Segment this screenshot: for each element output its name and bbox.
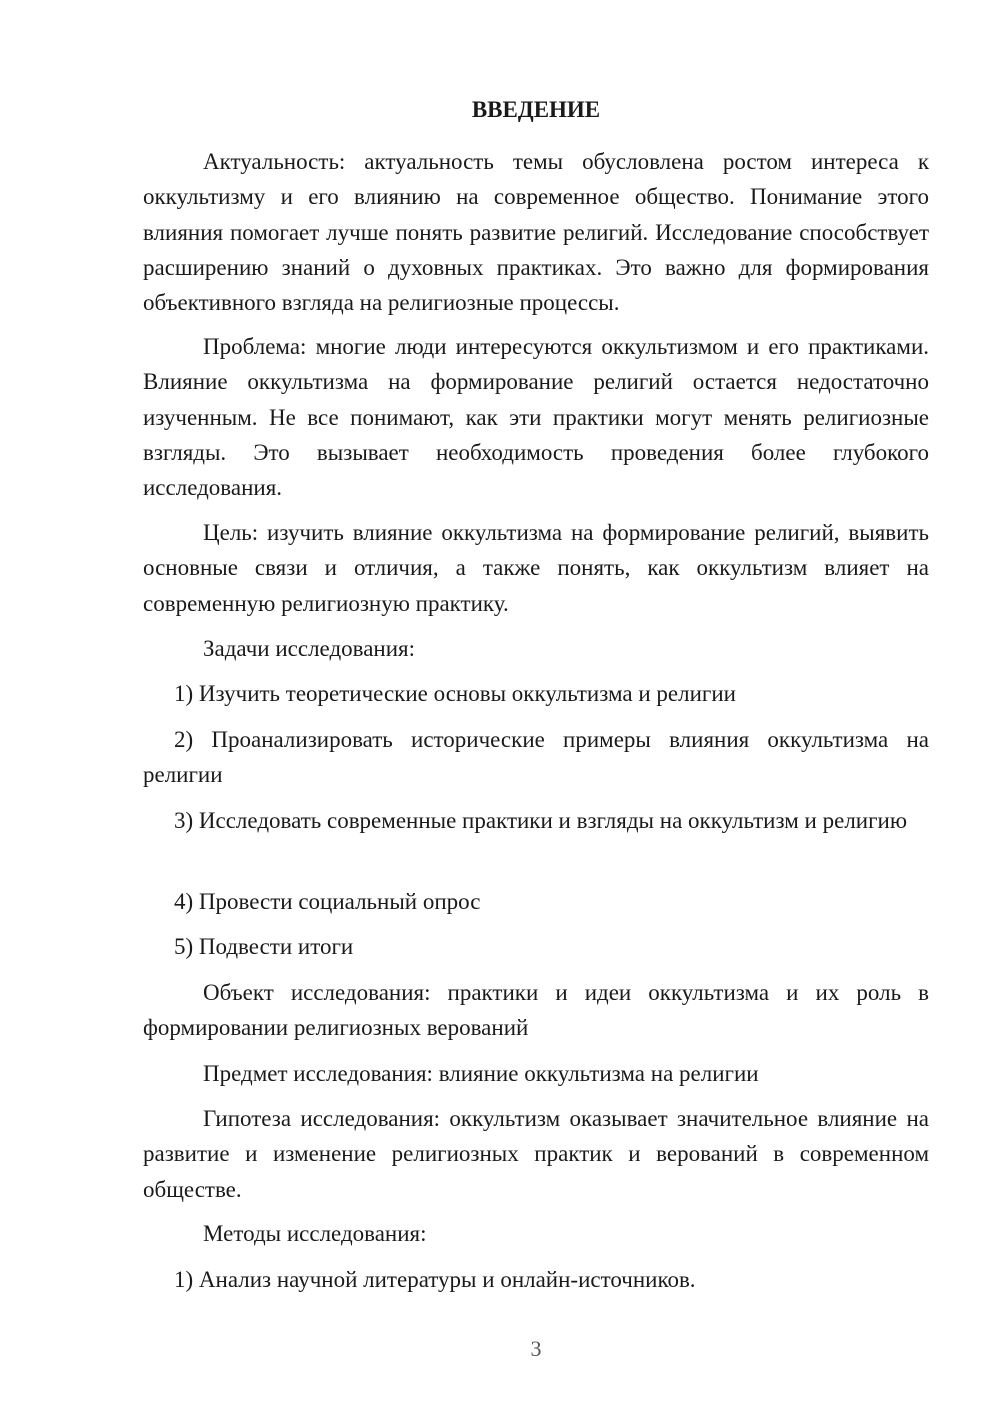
goal-paragraph: Цель: изучить влияние оккультизма на формирование религий, выявить основные связи и отличия, а также понять, как оккультизм влияет на современную религиозную практику. bbox=[143, 520, 929, 616]
hypothesis-paragraph: Гипотеза исследования: оккультизм оказывает значительное влияние на развитие и изменение религиозных практик и верований в современном обществе. bbox=[143, 1106, 929, 1202]
object-paragraph: Объект исследования: практики и идеи оккультизма и их роль в формировании религиозных верований bbox=[143, 980, 929, 1041]
task-item: 3) Исследовать современные практики и взгляды на оккультизм и религию bbox=[174, 808, 908, 833]
subject-paragraph: Предмет исследования: влияние оккультизма на религии bbox=[203, 1061, 759, 1086]
problem-paragraph: Проблема: многие люди интересуются оккультизмом и его практиками. Влияние оккультизма на формирование религий остается недостаточно изученным. Не все понимают, как эти практики могут менять религиозные взгляды. Это вызывает необходимость проведения более глубокого исследования. bbox=[143, 334, 929, 501]
task-item: 1) Изучить теоретические основы оккультизма и религии bbox=[174, 681, 736, 706]
section-heading: ВВЕДЕНИЕ bbox=[471, 97, 601, 122]
methods-title: Методы исследования: bbox=[203, 1221, 427, 1246]
page-number: 3 bbox=[530, 1336, 542, 1361]
method-item: 1) Анализ научной литературы и онлайн-источников. bbox=[174, 1267, 696, 1292]
tasks-title: Задачи исследования: bbox=[203, 636, 416, 661]
task-item: 4) Провести социальный опрос bbox=[174, 889, 481, 914]
task-item: 2) Проанализировать исторические примеры влияния оккультизма на религии bbox=[143, 727, 929, 788]
relevance-paragraph: Актуальность: актуальность темы обусловлена ростом интереса к оккультизму и его влиянию на современное общество. Понимание этого влияния помогает лучше понять развитие религий. Исследование способствует расширению знаний о духовных практиках. Это важно для формирования объективного взгляда на религиозные процессы. bbox=[143, 149, 929, 316]
task-item: 5) Подвести итоги bbox=[174, 934, 354, 959]
